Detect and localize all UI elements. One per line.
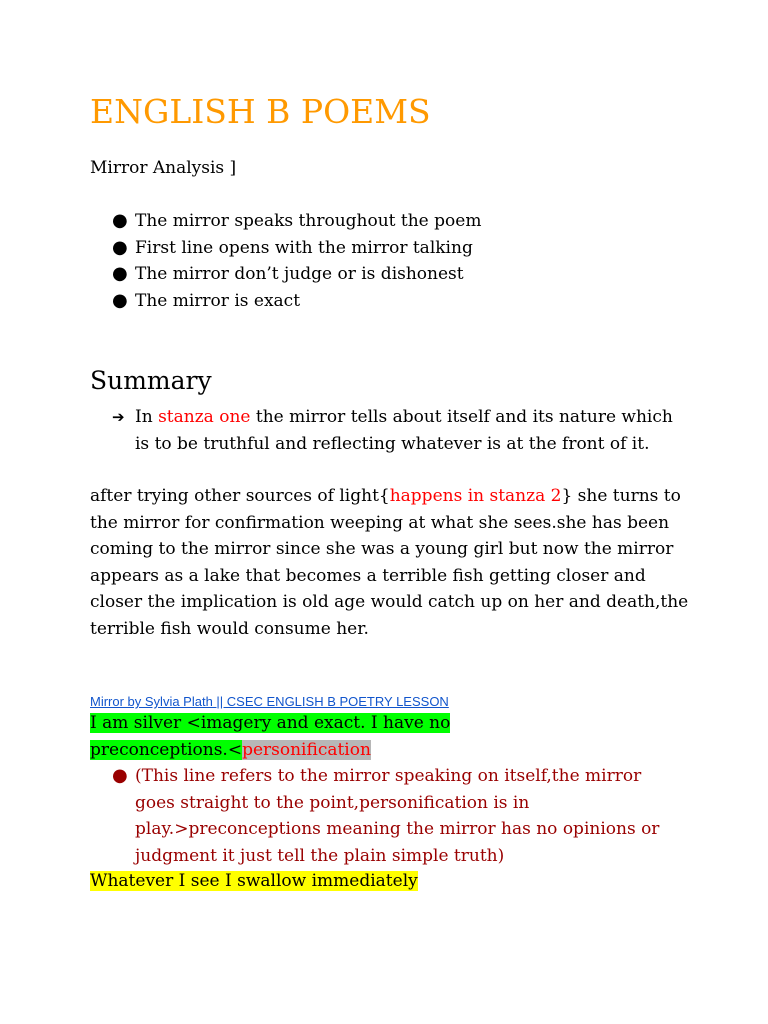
video-lesson-link[interactable]: Mirror by Sylvia Plath || CSEC ENGLISH B POETRY LESSON bbox=[90, 694, 449, 709]
bullet-dot-icon: ● bbox=[112, 210, 128, 231]
personification-tag: personification bbox=[242, 739, 371, 760]
list-item-text: The mirror don’t judge or is dishonest bbox=[135, 264, 464, 284]
bullet-list bbox=[90, 208, 481, 314]
list-item-text: First line opens with the mirror talking bbox=[135, 237, 473, 258]
list-item bbox=[90, 261, 481, 288]
quote1-line1: I am silver <imagery and exact. I have no bbox=[90, 713, 451, 733]
summary-rest: the mirror tells about itself and its nature which is to be truthful and reflecting whatever is at the front of it. bbox=[135, 407, 673, 454]
bullet-dot-icon: ● bbox=[112, 263, 128, 284]
summary-heading: Summary bbox=[90, 366, 212, 395]
list-item bbox=[90, 235, 481, 262]
stanza-two-highlight: happens in stanza 2 bbox=[389, 486, 562, 506]
quote2-text: Whatever I see I swallow immediately bbox=[90, 871, 418, 891]
summary-prefix: In bbox=[135, 407, 159, 427]
paragraph-part1: after trying other sources of light{ bbox=[90, 486, 390, 506]
bullet-dot-icon: ● bbox=[112, 289, 128, 311]
summary-text bbox=[135, 404, 680, 457]
section-subtitle: Mirror Analysis ] bbox=[90, 158, 237, 178]
list-item bbox=[90, 208, 481, 235]
analysis-text: (This line refers to the mirror speaking on itself,the mirror goes straight to the point,personification is in play.>preconceptions meaning the mirror has no opinions or judgment it just tell the plain simple truth) bbox=[135, 766, 660, 866]
bullet-dot-icon: ● bbox=[112, 236, 128, 258]
stanza-one-highlight: stanza one bbox=[158, 407, 251, 427]
list-item-text: The mirror is exact bbox=[135, 290, 301, 311]
poem-quote-1 bbox=[90, 710, 450, 763]
quote1-line2: preconceptions.< bbox=[90, 739, 243, 760]
poem-quote-2 bbox=[90, 868, 418, 895]
paragraph-part2: } she turns to the mirror for confirmation weeping at what she sees.she has been coming to the mirror since she was a young girl but now the mirror appears as a lake that becomes a terrible fish getting closer and closer the implication is old age would catch up on her and death,the terrible fish would consume her. bbox=[90, 486, 689, 639]
arrow-right-icon: ➔ bbox=[112, 408, 125, 426]
summary-list-item bbox=[90, 404, 690, 457]
list-item bbox=[90, 288, 481, 315]
list-item-text: The mirror speaks throughout the poem bbox=[135, 211, 482, 231]
analysis-list-item bbox=[90, 763, 690, 869]
bullet-dot-icon: ● bbox=[112, 765, 128, 786]
body-paragraph bbox=[90, 483, 690, 642]
document-title: ENGLISH B POEMS bbox=[90, 92, 431, 131]
